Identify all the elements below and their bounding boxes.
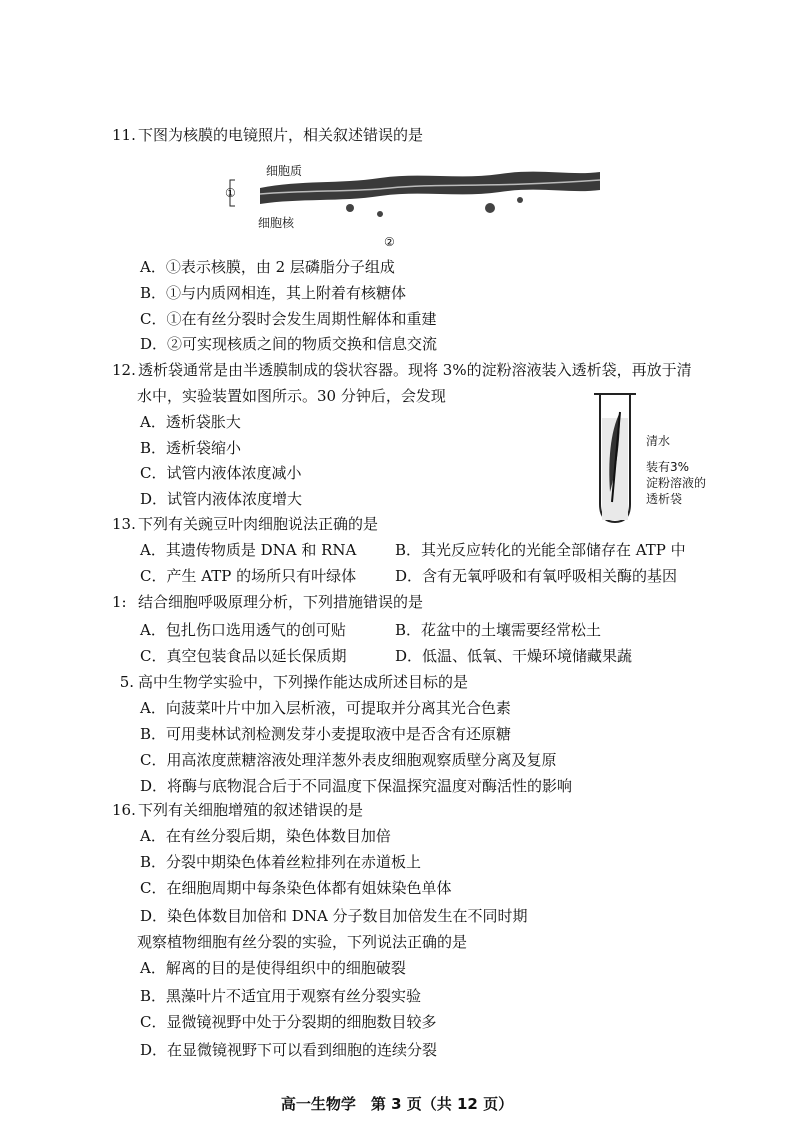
q11-option-a: A．①表示核膜，由 2 层磷脂分子组成: [140, 258, 395, 276]
q17-option-d: D．在显微镜视野下可以看到细胞的连续分裂: [140, 1041, 438, 1059]
q12-stem-line2: 水中，实验装置如图所示。30 分钟后，会发现: [137, 387, 446, 405]
q12-option-b: B．透析袋缩小: [140, 439, 242, 457]
q16-option-a: A．在有丝分裂后期，染色体数目加倍: [140, 827, 391, 845]
label-2: ②: [384, 235, 395, 249]
q12-option-d: D．试管内液体浓度增大: [140, 490, 303, 508]
q16-option-b: B．分裂中期染色体着丝粒排列在赤道板上: [140, 853, 422, 871]
q15-option-d: D．将酶与底物混合后于不同温度下保温探究温度对酶活性的影响: [140, 777, 573, 795]
q13-option-a: A．其遗传物质是 DNA 和 RNA: [140, 541, 357, 559]
q11-stem: 11. 下图为核膜的电镜照片，相关叙述错误的是: [112, 126, 424, 144]
q13-stem: 13. 下列有关豌豆叶肉细胞说法正确的是: [112, 515, 379, 533]
label-bag-2: 淀粉溶液的: [646, 476, 707, 490]
q14-option-c: C．真空包装食品以延长保质期: [140, 647, 347, 665]
page-footer: 高一生物学 第 3 页（共 12 页）: [280, 1095, 514, 1113]
q16-option-d: D．染色体数目加倍和 DNA 分子数目加倍发生在不同时期: [140, 907, 528, 925]
q15-option-a: A．向菠菜叶片中加入层析液，可提取并分离其光合色素: [140, 699, 511, 717]
dialysis-tube-figure: [590, 392, 640, 528]
q15-option-b: B．可用斐林试剂检测发芽小麦提取液中是否含有还原糖: [140, 725, 512, 743]
label-nucleus: 细胞核: [258, 216, 295, 230]
q13-option-c: C．产生 ATP 的场所只有叶绿体: [140, 567, 357, 585]
q17-option-a: A．解离的目的是使得组织中的细胞破裂: [140, 959, 406, 977]
label-bag-3: 透析袋: [646, 492, 683, 506]
label-cytoplasm: 细胞质: [266, 164, 303, 178]
q12-option-a: A．透析袋胀大: [140, 413, 241, 431]
q16-option-c: C．在细胞周期中每条染色体都有姐妹染色单体: [140, 879, 452, 897]
q15-stem: 5. 高中生物学实验中，下列操作能达成所述目标的是: [119, 673, 469, 691]
q15-option-c: C．用高浓度蔗糖溶液处理洋葱外表皮细胞观察质壁分离及复原: [140, 751, 557, 769]
q11-option-b: B．①与内质网相连，其上附着有核糖体: [140, 284, 407, 302]
q11-option-c: C．①在有丝分裂时会发生周期性解体和重建: [140, 310, 437, 328]
q14-stem: 1: 结合细胞呼吸原理分析，下列措施错误的是: [112, 593, 424, 611]
q13-option-b: B．其光反应转化的光能全部储存在 ATP 中: [395, 541, 686, 559]
q12-stem-line1: 12. 透析袋通常是由半透膜制成的袋状容器。现将 3%的淀粉溶液装入透析袋，再放于清: [112, 361, 692, 379]
label-1: ①: [225, 186, 236, 200]
q16-stem: 16. 下列有关细胞增殖的叙述错误的是: [112, 801, 364, 819]
q12-option-c: C．试管内液体浓度减小: [140, 464, 302, 482]
q17-option-b: B．黑藻叶片不适宜用于观察有丝分裂实验: [140, 987, 422, 1005]
q17-option-c: C．显微镜视野中处于分裂期的细胞数目较多: [140, 1013, 437, 1031]
q14-option-a: A．包扎伤口选用透气的创可贴: [140, 621, 346, 639]
q11-option-d: D．②可实现核质之间的物质交换和信息交流: [140, 335, 438, 353]
q13-option-d: D．含有无氧呼吸和有氧呼吸相关酶的基因: [395, 567, 678, 585]
q14-option-d: D．低温、低氧、干燥环境储藏果蔬: [395, 647, 633, 665]
label-bag-1: 装有3%: [646, 460, 690, 474]
q17-stem: 观察植物细胞有丝分裂的实验，下列说法正确的是: [137, 933, 468, 951]
label-water: 清水: [646, 434, 671, 448]
q14-option-b: B．花盆中的土壤需要经常松土: [395, 621, 602, 639]
